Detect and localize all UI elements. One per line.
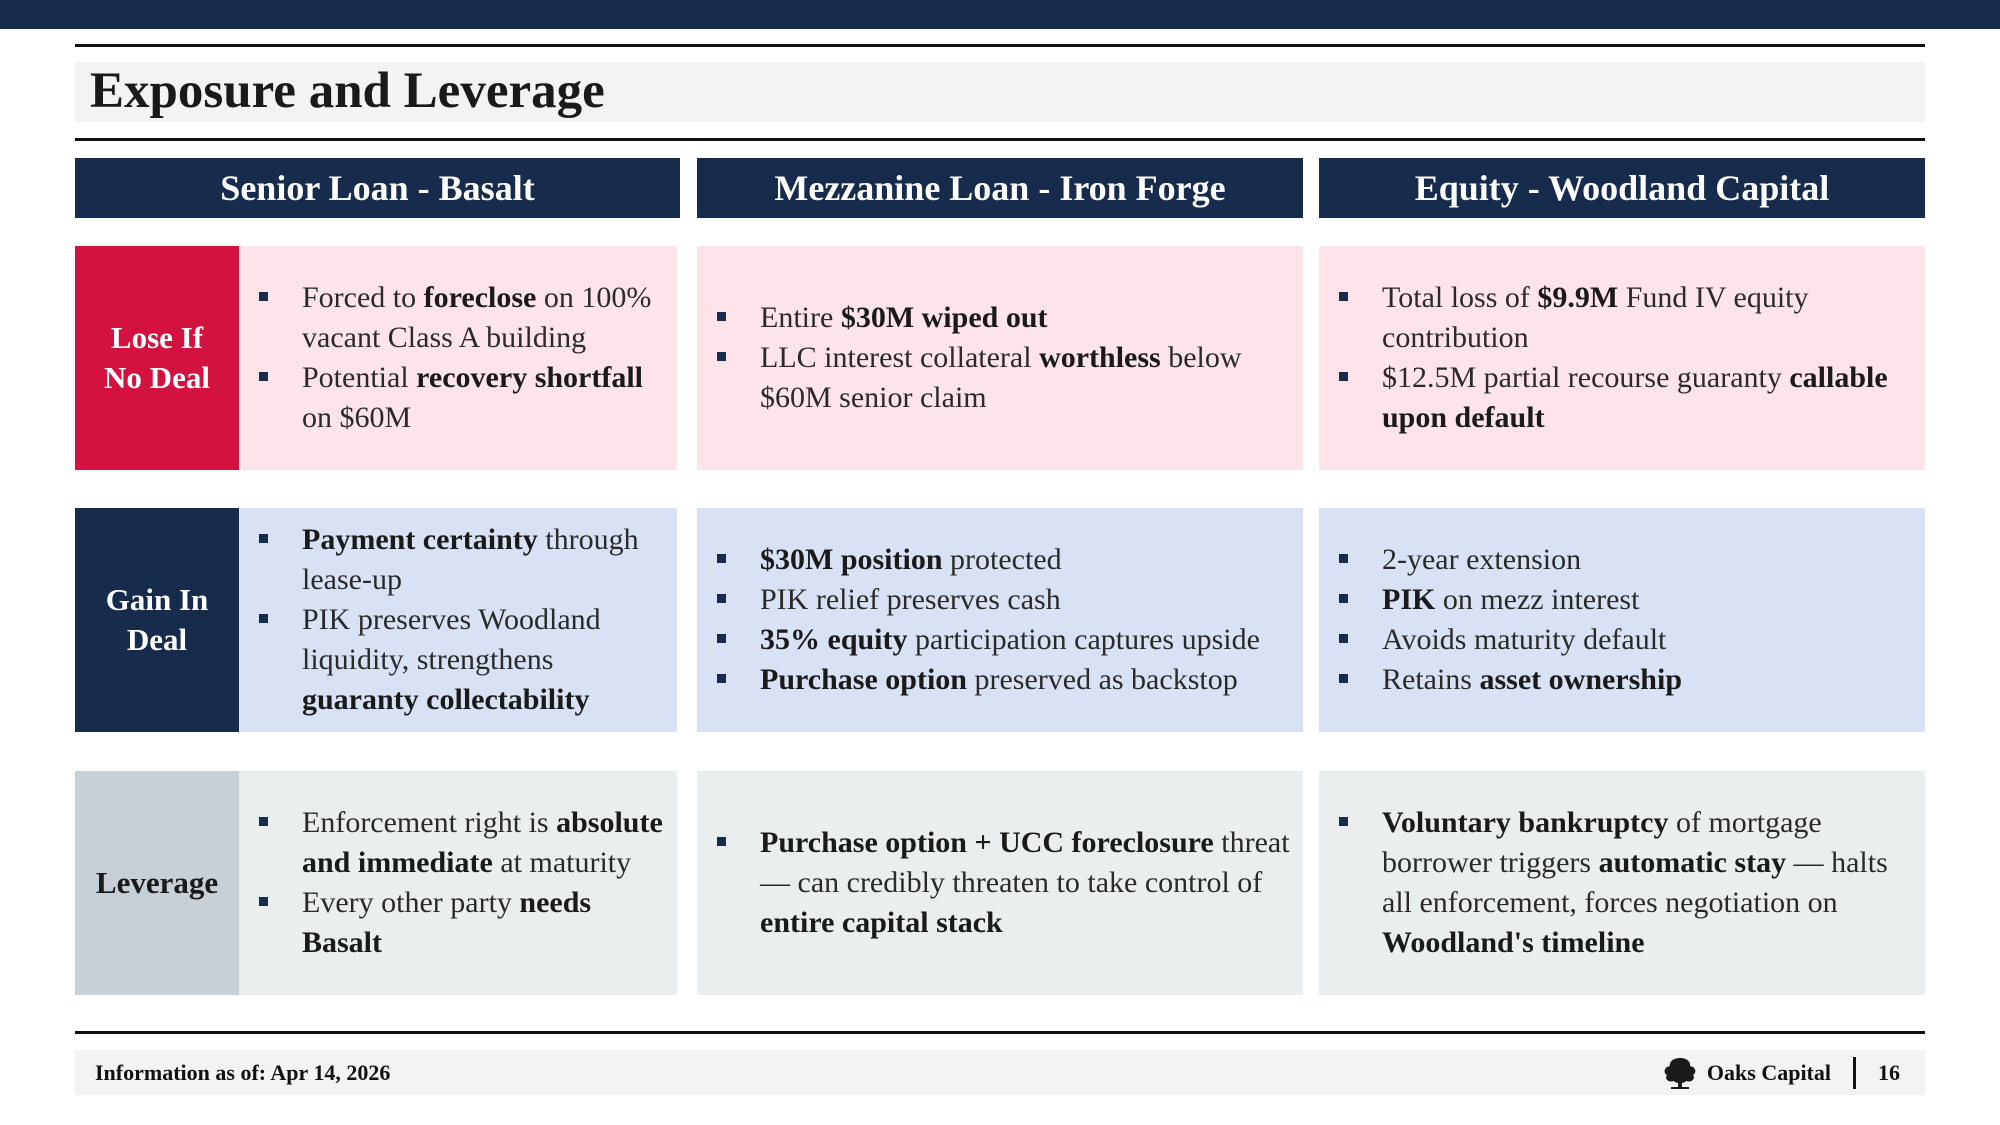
bullet-list [239, 803, 677, 963]
bullet-list [1319, 803, 1925, 963]
page-title: Exposure and Leverage [90, 63, 605, 119]
bullet-text: 2-year extension [1382, 543, 1582, 576]
bullet-emphasis: recovery shortfall [416, 361, 644, 394]
bullet-item [239, 600, 677, 720]
cell-leverage-mezzanine [697, 771, 1303, 995]
cell-lose-equity [1319, 246, 1925, 470]
bullet-item [239, 520, 677, 600]
bullet-emphasis: worthless [1039, 341, 1161, 374]
bullet-text: Avoids maturity default [1382, 623, 1667, 656]
brand-name: Oaks Capital [1706, 1060, 1831, 1085]
bullet-text: of mortgage borrower triggers [1382, 806, 1822, 879]
bullet-emphasis: callable upon default [1382, 361, 1888, 434]
bullet-text: Every other party [302, 886, 520, 919]
bullet-emphasis: Purchase option + UCC foreclosure [760, 826, 1214, 859]
bullet-text: protected [942, 543, 1062, 576]
bullet-list [239, 520, 677, 720]
info-date: Information as of: Apr 14, 2026 [95, 1060, 391, 1085]
bullet-text: Retains [1382, 663, 1480, 696]
footer-separator [1853, 1057, 1856, 1089]
bullet-text: — halts all enforcement, forces negotiation on [1382, 846, 1888, 919]
bullet-list [1319, 278, 1925, 438]
bullet-item [697, 660, 1260, 700]
bullet-emphasis: Payment certainty [302, 523, 538, 556]
bullet-item [1319, 580, 1682, 620]
bullet-emphasis: $30M wiped out [840, 301, 1048, 334]
bullet-list [1319, 540, 1682, 700]
bullet-text: Potential [302, 361, 417, 394]
bullet-item [1319, 278, 1925, 358]
footer-brand [1661, 1055, 1900, 1091]
bullet-item [239, 278, 677, 358]
cell-gain-mezzanine [697, 508, 1303, 732]
title-top-rule [75, 44, 1925, 47]
cell-gain-equity [1319, 508, 1925, 732]
bullet-text: PIK relief preserves cash [760, 583, 1061, 616]
footer-rule [75, 1031, 1925, 1034]
cell-lose-mezzanine [697, 246, 1303, 470]
bullet-item [697, 620, 1260, 660]
top-accent-bar [0, 0, 2000, 29]
bullet-item [697, 823, 1303, 943]
title-bottom-rule [75, 138, 1925, 141]
bullet-text: Total loss of [1382, 281, 1538, 314]
bullet-text: PIK preserves Woodland liquidity, strengthens [302, 603, 601, 676]
bullet-list [239, 278, 677, 438]
bullet-text: at maturity [492, 846, 632, 879]
bullet-item [1319, 660, 1682, 700]
bullet-text: $12.5M partial recourse guaranty [1382, 361, 1790, 394]
bullet-emphasis: absolute and immediate [302, 806, 663, 879]
bullet-text: on 100% vacant Class A building [302, 281, 652, 354]
column-header-mezzanine-loan: Mezzanine Loan - Iron Forge [697, 158, 1303, 218]
bullet-text: Enforcement right is [302, 806, 557, 839]
cell-leverage-equity [1319, 771, 1925, 995]
bullet-text: below $60M senior claim [760, 341, 1242, 414]
bullet-emphasis: Purchase option [760, 663, 967, 696]
bullet-emphasis: automatic stay [1598, 846, 1787, 879]
bullet-emphasis: Woodland's timeline [1382, 926, 1645, 959]
bullet-item [1319, 540, 1682, 580]
bullet-emphasis: $30M position [760, 543, 943, 576]
bullet-emphasis: guaranty collectability [302, 683, 590, 716]
row-label-line: No Deal [104, 360, 210, 395]
bullet-text: threat — can credibly threaten to take control of [760, 826, 1290, 899]
bullet-item [697, 298, 1303, 338]
bullet-text: on $60M [302, 401, 412, 434]
bullet-item [239, 803, 677, 883]
column-header-senior-loan: Senior Loan - Basalt [75, 158, 680, 218]
bullet-item [697, 580, 1260, 620]
bullet-list [697, 298, 1303, 418]
column-header-equity: Equity - Woodland Capital [1319, 158, 1925, 218]
bullet-item [239, 358, 677, 438]
cell-lose-senior [239, 246, 677, 470]
row-label-line: Gain In [105, 582, 209, 617]
bullet-text: on mezz interest [1435, 583, 1640, 616]
bullet-item [697, 540, 1260, 580]
bullet-text: Entire [760, 301, 841, 334]
row-label-line: Leverage [95, 865, 219, 900]
bullet-item [1319, 620, 1682, 660]
bullet-text: participation captures upside [907, 623, 1260, 656]
bullet-item [1319, 803, 1925, 963]
cell-gain-senior [239, 508, 677, 732]
bullet-text: preserved as backstop [966, 663, 1238, 696]
bullet-emphasis: Voluntary bankruptcy [1382, 806, 1669, 839]
bullet-list [697, 540, 1260, 700]
row-label-line: Deal [126, 622, 188, 657]
bullet-emphasis: 35% equity [760, 623, 908, 656]
bullet-text: Forced to [302, 281, 424, 314]
bullet-emphasis: foreclose [423, 281, 537, 314]
cell-leverage-senior [239, 771, 677, 995]
bullet-emphasis: $9.9M [1537, 281, 1619, 314]
bullet-item [1319, 358, 1925, 438]
row-label-lose-if-no-deal [75, 246, 239, 470]
bullet-emphasis: entire capital stack [760, 906, 1003, 939]
bullet-item [697, 338, 1303, 418]
bullet-list [697, 823, 1303, 943]
page-number: 16 [1878, 1060, 1900, 1085]
bullet-emphasis: needs Basalt [302, 886, 592, 959]
bullet-item [239, 883, 677, 963]
row-label-line: Lose If [110, 320, 204, 355]
bullet-text: LLC interest collateral [760, 341, 1040, 374]
oak-tree-icon [1661, 1056, 1699, 1090]
bullet-emphasis: asset ownership [1479, 663, 1683, 696]
row-label-gain-in-deal [75, 508, 239, 732]
bullet-text: through lease-up [302, 523, 639, 596]
row-label-leverage [75, 771, 239, 995]
bullet-text: Fund IV equity contribution [1382, 281, 1809, 354]
bullet-emphasis: PIK [1382, 583, 1436, 616]
